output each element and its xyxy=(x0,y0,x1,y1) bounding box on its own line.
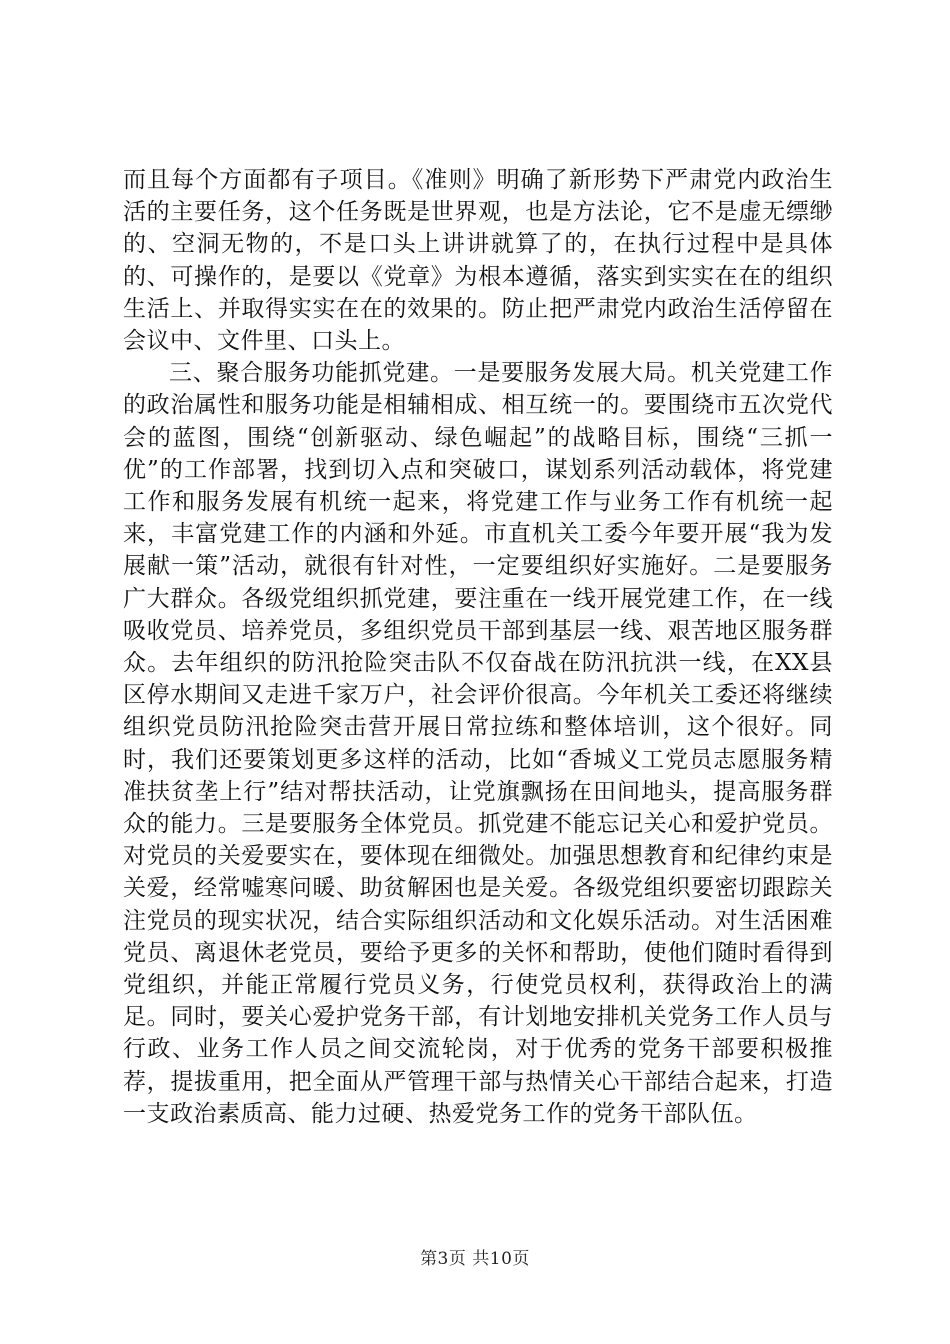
paragraph-continuation: 而且每个方面都有子项目。《准则》明确了新形势下严肃党内政治生活的主要任务，这个任务既是世界观，也是方法论，它不是虚无缥缈的、空洞无物的，不是口头上讲讲就算了的，在执行过程中是具体的、可操作的，是要以《党章》为根本遵循，落实到实实在在的组织生活上、并取得实实在在的效果的。防止把严肃党内政治生活停留在会议中、文件里、口头上。 xyxy=(123,167,833,355)
document-body xyxy=(123,164,833,1130)
page-number-footer: 第3页 共10页 xyxy=(420,1249,530,1269)
paragraph-section-three: 三、聚合服务功能抓党建。一是要服务发展大局。机关党建工作的政治属性和服务功能是相辅相成、相互统一的。要围绕市五次党代会的蓝图，围绕“创新驱动、绿色崛起”的战略目标，围绕“三抓一优”的工作部署，找到切入点和突破口，谋划系列活动载体，将党建工作和服务发展有机统一起来，将党建工作与业务工作有机统一起来，丰富党建工作的内涵和外延。市直机关工委今年要开展“我为发展献一策”活动，就很有针对性，一定要组织好实施好。二是要服务广大群众。各级党组织抓党建，要注重在一线开展党建工作，在一线吸收党员、培养党员，多组织党员干部到基层一线、艰苦地区服务群众。去年组织的防汛抢险突击队不仅奋战在防汛抗洪一线，在XX县区停水期间又走进千家万户，社会评价很高。今年机关工委还将继续组织党员防汛抢险突击营开展日常拉练和整体培训，这个很好。同时，我们还要策划更多这样的活动，比如“香城义工党员志愿服务精准扶贫垄上行”结对帮扶活动，让党旗飘扬在田间地头，提高服务群众的能力。三是要服务全体党员。抓党建不能忘记关心和爱护党员。对党员的关爱要实在，要体现在细微处。加强思想教育和纪律约束是关爱，经常嘘寒问暖、助贫解困也是关爱。各级党组织要密切跟踪关注党员的现实状况，结合实际组织活动和文化娱乐活动。对生活困难党员、离退休老党员，要给予更多的关怀和帮助，使他们随时看得到党组织，并能正常履行党员义务，行使党员权利，获得政治上的满足。同时，要关心爱护党务干部，有计划地安排机关党务工作人员与行政、业务工作人员之间交流轮岗，对于优秀的党务干部要积极推荐，提拔重用，把全面从严管理干部与热情关心干部结合起来，打造一支政治素质高、能力过硬、热爱党务工作的党务干部队伍。 xyxy=(123,360,833,1127)
